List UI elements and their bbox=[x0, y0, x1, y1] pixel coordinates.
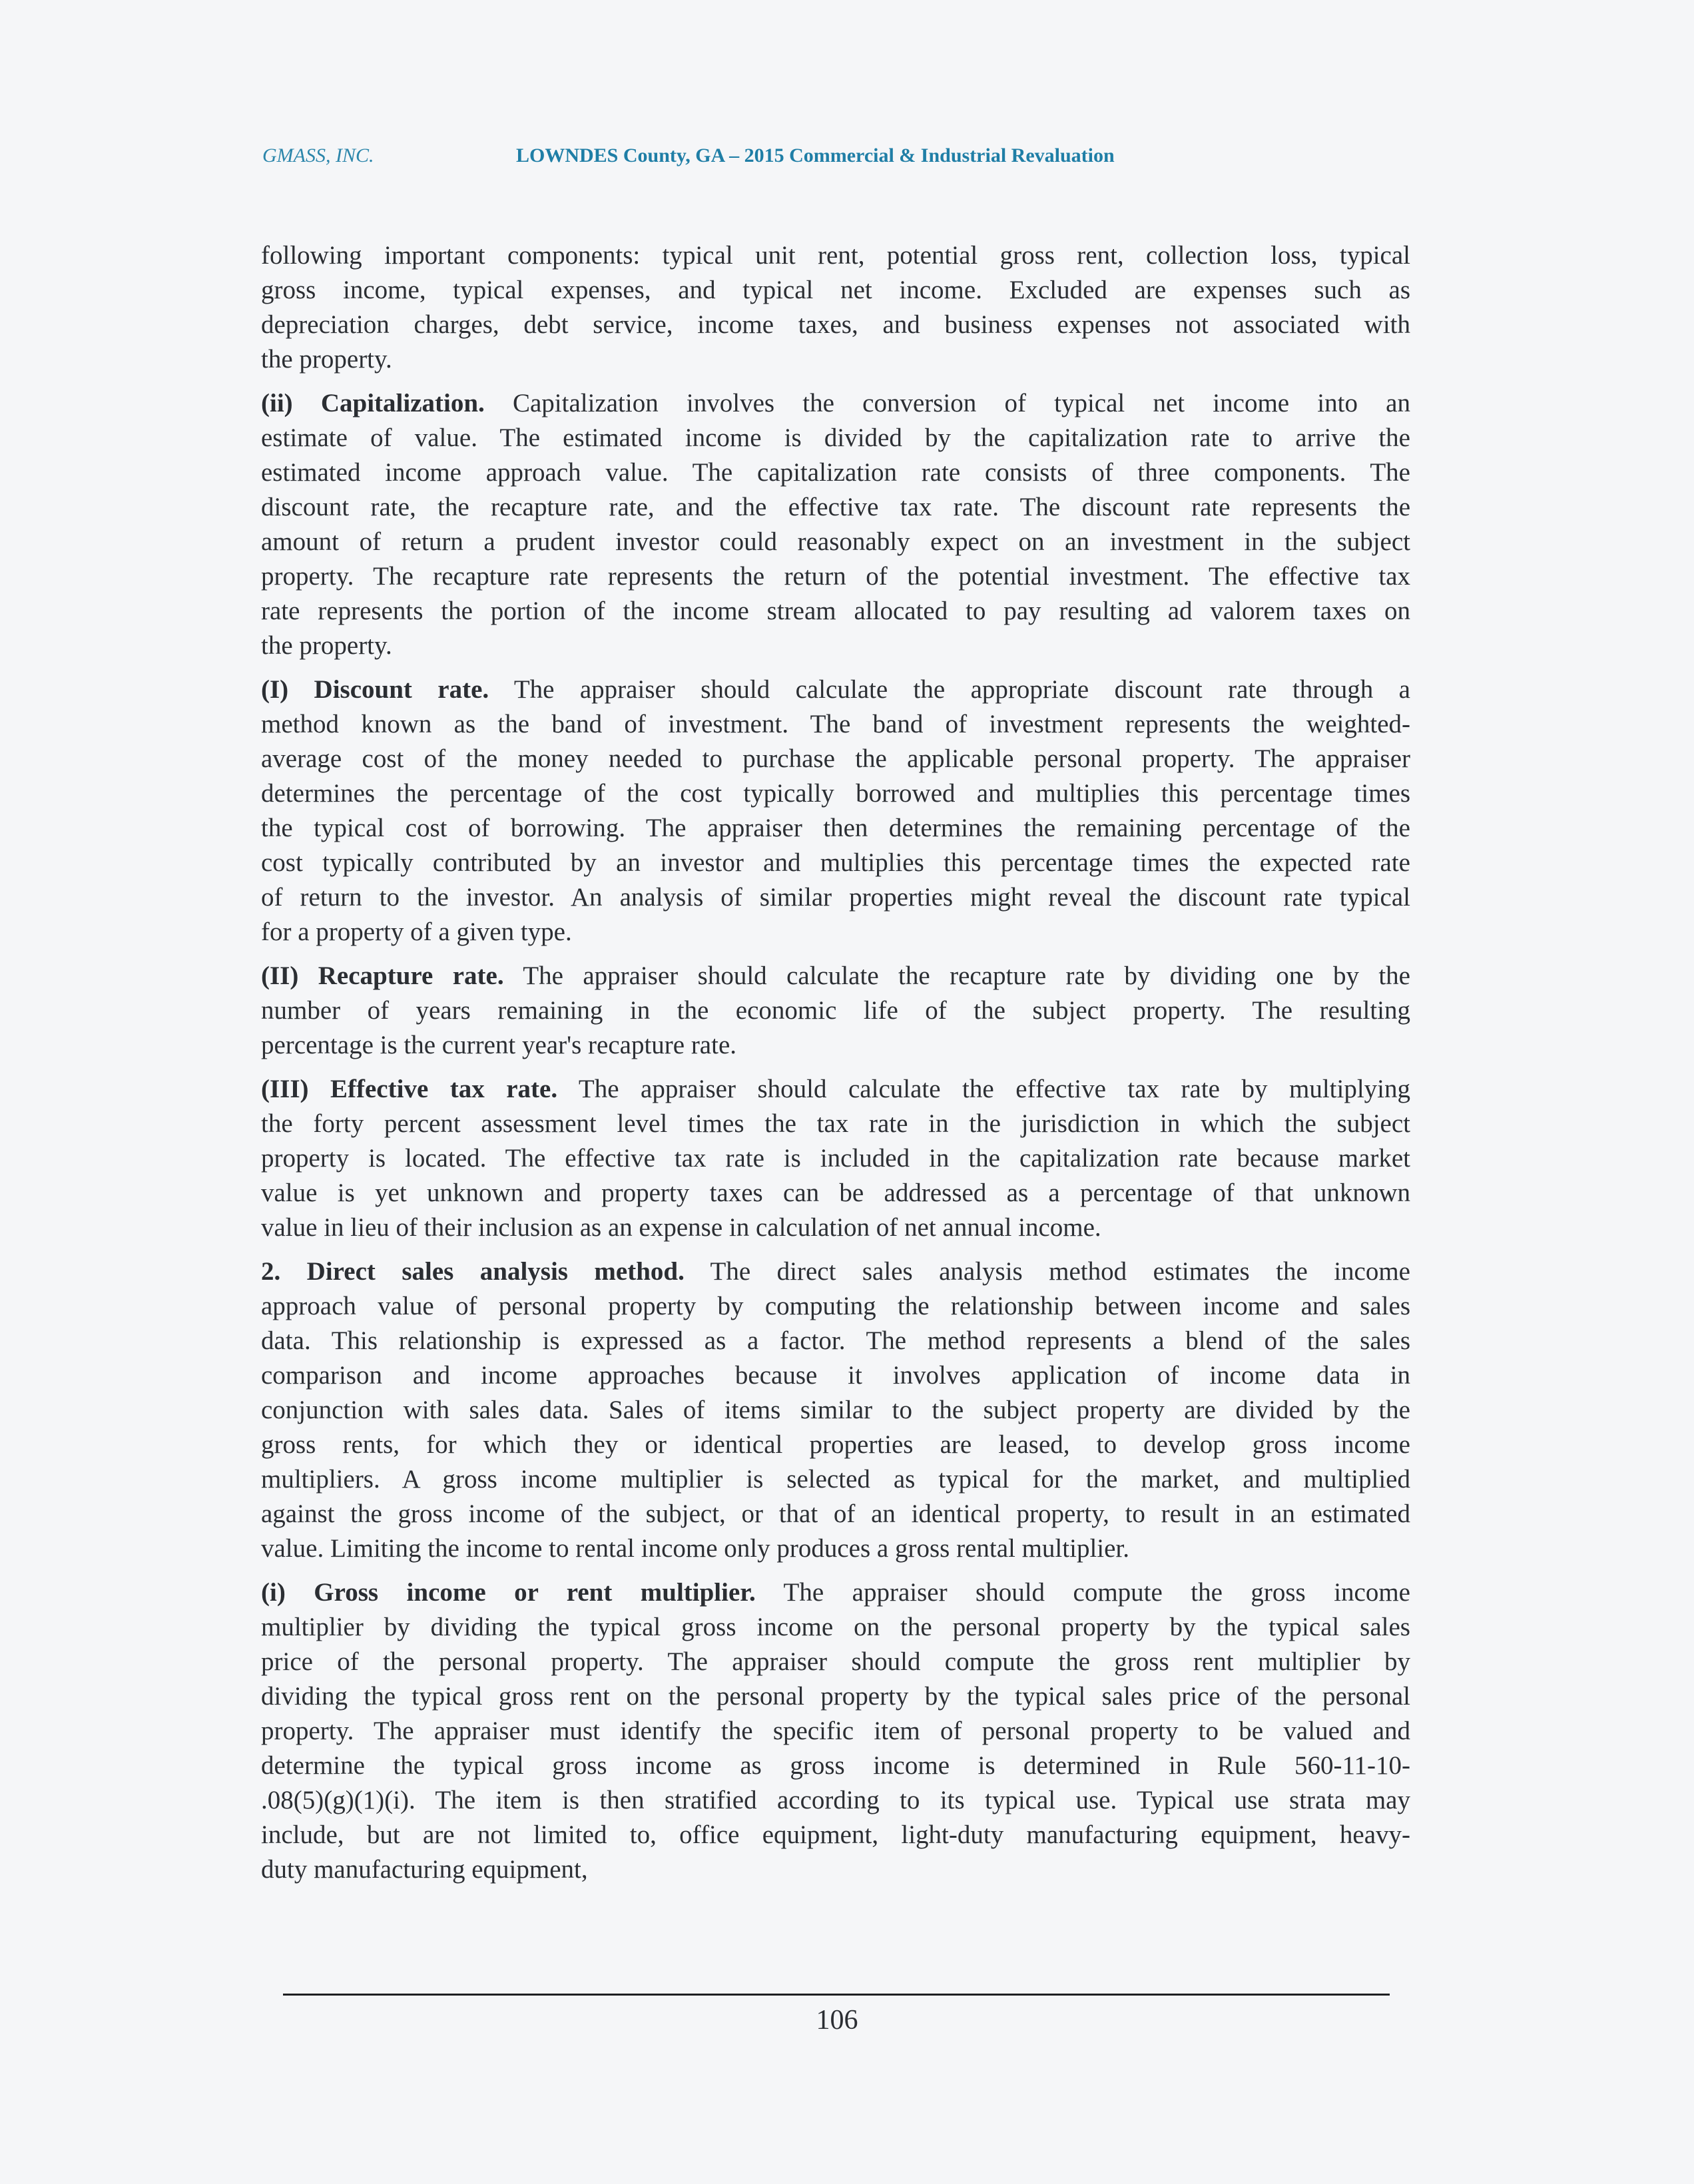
text-line: data. This relationship is expressed as a factor. The method represents a blend of the sales bbox=[261, 1326, 1410, 1355]
section-heading-gross-income-multiplier: (i) Gross income or rent multiplier. bbox=[261, 1578, 756, 1607]
text-line: value. Limiting the income to rental income only produces a gross rental multiplier. bbox=[261, 1534, 1130, 1563]
text-line: the property. bbox=[261, 631, 392, 660]
text-line: .08(5)(g)(1)(i). The item is then stratified according to its typical use. Typical use strata may bbox=[261, 1786, 1410, 1814]
text-line: cost typically contributed by an investor and multiplies this percentage times the expected rate bbox=[261, 848, 1410, 877]
text-line: dividing the typical gross rent on the personal property by the typical sales price of the personal bbox=[261, 1682, 1410, 1711]
text-line: discount rate, the recapture rate, and the effective tax rate. The discount rate represents the bbox=[261, 493, 1410, 521]
text-line: amount of return a prudent investor could reasonably expect on an investment in the subject bbox=[261, 527, 1410, 556]
text-line: the forty percent assessment level times the tax rate in the jurisdiction in which the subject bbox=[261, 1109, 1410, 1138]
document-body bbox=[261, 238, 1410, 1896]
paragraph-discount-rate bbox=[261, 673, 1410, 950]
text-line: method known as the band of investment. The band of investment represents the weighted- bbox=[261, 710, 1410, 738]
text-line: approach value of personal property by computing the relationship between income and sales bbox=[261, 1292, 1410, 1320]
text-line: value is yet unknown and property taxes can be addressed as a percentage of that unknown bbox=[261, 1179, 1410, 1207]
text-line: estimated income approach value. The capitalization rate consists of three components. The bbox=[261, 458, 1410, 487]
text-line: against the gross income of the subject, or that of an identical property, to result in an estimated bbox=[261, 1500, 1410, 1528]
text-line: gross income, typical expenses, and typical net income. Excluded are expenses such as bbox=[261, 276, 1410, 304]
text-line: of return to the investor. An analysis of similar properties might reveal the discount rate typical bbox=[261, 883, 1410, 912]
text-line: the property. bbox=[261, 345, 392, 374]
text-line: multiplier by dividing the typical gross income on the personal property by the typical sales bbox=[261, 1613, 1410, 1641]
text-line bbox=[261, 1072, 1410, 1107]
text-line: property. The appraiser must identify the specific item of personal property to be valued and bbox=[261, 1717, 1410, 1745]
text-run: Capitalization involves the conversion of typical net income into an bbox=[484, 389, 1410, 417]
paragraph-gross-income-multiplier bbox=[261, 1575, 1410, 1887]
page-header bbox=[0, 141, 1694, 170]
text-line bbox=[261, 1575, 1410, 1610]
text-run: The direct sales analysis method estimates the income bbox=[684, 1257, 1410, 1286]
paragraph-recapture-rate bbox=[261, 959, 1410, 1063]
paragraph-direct-sales-analysis bbox=[261, 1254, 1410, 1566]
footer-divider bbox=[283, 1994, 1390, 1996]
paragraph-capitalization bbox=[261, 386, 1410, 663]
text-line: following important components: typical unit rent, potential gross rent, collection loss, typical bbox=[261, 241, 1410, 270]
section-heading-capitalization: (ii) Capitalization. bbox=[261, 389, 485, 417]
text-line: value in lieu of their inclusion as an expense in calculation of net annual income. bbox=[261, 1213, 1101, 1242]
text-run: The appraiser should calculate the effective tax rate by multiplying bbox=[557, 1075, 1411, 1103]
section-heading-discount-rate: (I) Discount rate. bbox=[261, 675, 489, 704]
text-line: comparison and income approaches because it involves application of income data in bbox=[261, 1361, 1410, 1390]
header-company-name: GMASS, INC. bbox=[262, 144, 374, 166]
text-line bbox=[261, 1254, 1410, 1289]
text-line: property is located. The effective tax rate is included in the capitalization rate because market bbox=[261, 1144, 1410, 1173]
text-line bbox=[261, 386, 1410, 421]
text-line: conjunction with sales data. Sales of items similar to the subject property are divided by the bbox=[261, 1396, 1410, 1424]
text-line: average cost of the money needed to purchase the applicable personal property. The appraiser bbox=[261, 744, 1410, 773]
text-line bbox=[261, 673, 1410, 707]
text-line: price of the personal property. The appraiser should compute the gross rent multiplier by bbox=[261, 1647, 1410, 1676]
text-line: determines the percentage of the cost typically borrowed and multiplies this percentage times bbox=[261, 779, 1410, 808]
text-line: duty manufacturing equipment, bbox=[261, 1855, 588, 1884]
page-number: 106 bbox=[816, 2005, 858, 2036]
text-line: multipliers. A gross income multiplier is selected as typical for the market, and multiplied bbox=[261, 1465, 1410, 1494]
text-line bbox=[261, 959, 1410, 993]
text-line: estimate of value. The estimated income is divided by the capitalization rate to arrive the bbox=[261, 423, 1410, 452]
text-line: determine the typical gross income as gross income is determined in Rule 560-11-10- bbox=[261, 1751, 1410, 1780]
text-run: The appraiser should calculate the recapture rate by dividing one by the bbox=[503, 961, 1410, 990]
text-line: gross rents, for which they or identical properties are leased, to develop gross income bbox=[261, 1430, 1410, 1459]
text-line: depreciation charges, debt service, income taxes, and business expenses not associated with bbox=[261, 310, 1410, 339]
text-line: percentage is the current year's recapture rate. bbox=[261, 1031, 737, 1059]
text-line: number of years remaining in the economic life of the subject property. The resulting bbox=[261, 996, 1410, 1025]
section-heading-effective-tax-rate: (III) Effective tax rate. bbox=[261, 1075, 558, 1103]
text-run: The appraiser should calculate the appropriate discount rate through a bbox=[489, 675, 1410, 704]
text-line: include, but are not limited to, office equipment, light-duty manufacturing equipment, heavy- bbox=[261, 1820, 1410, 1849]
section-heading-direct-sales-analysis: 2. Direct sales analysis method. bbox=[261, 1257, 685, 1286]
paragraph-effective-tax-rate bbox=[261, 1072, 1410, 1245]
text-line: property. The recapture rate represents the return of the potential investment. The effective tax bbox=[261, 562, 1410, 591]
text-run: The appraiser should compute the gross income bbox=[755, 1578, 1410, 1607]
text-line: for a property of a given type. bbox=[261, 918, 572, 946]
text-line: rate represents the portion of the income stream allocated to pay resulting ad valorem taxes on bbox=[261, 597, 1410, 625]
header-document-title: LOWNDES County, GA – 2015 Commercial & Industrial Revaluation bbox=[516, 144, 1115, 166]
text-line: the typical cost of borrowing. The appraiser then determines the remaining percentage of the bbox=[261, 814, 1410, 842]
section-heading-recapture-rate: (II) Recapture rate. bbox=[261, 961, 504, 990]
paragraph-income-components bbox=[261, 238, 1410, 377]
